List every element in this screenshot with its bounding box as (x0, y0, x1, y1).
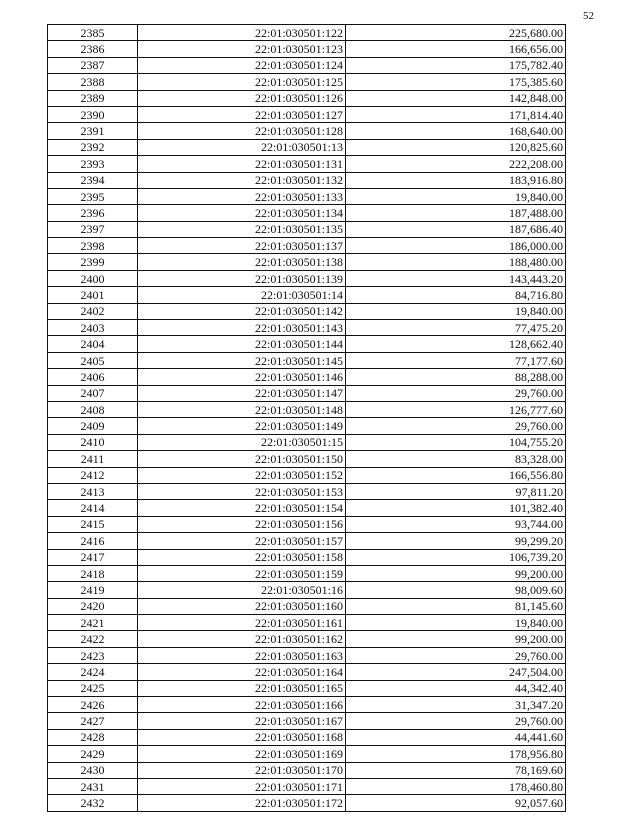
table-row (48, 254, 566, 270)
table-row (48, 352, 566, 368)
cadastral-number-cell: 22:01:030501:15 (138, 434, 346, 450)
row-number-cell: 2424 (48, 664, 138, 680)
table-row (48, 565, 566, 581)
cadastral-number-cell: 22:01:030501:154 (138, 500, 346, 516)
cadastral-number-cell: 22:01:030501:171 (138, 778, 346, 794)
cadastral-number-cell: 22:01:030501:13 (138, 139, 346, 155)
cadastral-number-cell: 22:01:030501:144 (138, 336, 346, 352)
table-row (48, 156, 566, 172)
row-number-cell: 2405 (48, 352, 138, 368)
row-number-cell: 2408 (48, 401, 138, 417)
cadastral-value-cell: 78,169.60 (346, 762, 566, 778)
table-row (48, 238, 566, 254)
cadastral-value-cell: 19,840.00 (346, 188, 566, 204)
row-number-cell: 2399 (48, 254, 138, 270)
row-number-cell: 2397 (48, 221, 138, 237)
cadastral-value-cell: 175,385.60 (346, 74, 566, 90)
table-row (48, 451, 566, 467)
cadastral-value-cell: 225,680.00 (346, 25, 566, 41)
cadastral-value-cell: 120,825.60 (346, 139, 566, 155)
row-number-cell: 2387 (48, 57, 138, 73)
cadastral-value-cell: 175,782.40 (346, 57, 566, 73)
row-number-cell: 2406 (48, 369, 138, 385)
cadastral-value-cell: 19,840.00 (346, 303, 566, 319)
table-row (48, 762, 566, 778)
cadastral-value-cell: 178,956.80 (346, 746, 566, 762)
row-number-cell: 2407 (48, 385, 138, 401)
cadastral-value-cell: 44,441.60 (346, 729, 566, 745)
row-number-cell: 2429 (48, 746, 138, 762)
cadastral-value-cell: 81,145.60 (346, 598, 566, 614)
table-row (48, 139, 566, 155)
row-number-cell: 2393 (48, 156, 138, 172)
table-row (48, 680, 566, 696)
row-number-cell: 2417 (48, 549, 138, 565)
row-number-cell: 2428 (48, 729, 138, 745)
cadastral-number-cell: 22:01:030501:139 (138, 270, 346, 286)
cadastral-value-cell: 97,811.20 (346, 483, 566, 499)
cadastral-value-cell: 29,760.00 (346, 418, 566, 434)
row-number-cell: 2411 (48, 451, 138, 467)
table-row (48, 631, 566, 647)
cadastral-number-cell: 22:01:030501:165 (138, 680, 346, 696)
cadastral-value-cell: 83,328.00 (346, 451, 566, 467)
cadastral-value-cell: 99,200.00 (346, 565, 566, 581)
row-number-cell: 2430 (48, 762, 138, 778)
table-row (48, 172, 566, 188)
cadastral-value-cell: 29,760.00 (346, 647, 566, 663)
cadastral-value-cell: 178,460.80 (346, 778, 566, 794)
row-number-cell: 2421 (48, 615, 138, 631)
row-number-cell: 2391 (48, 123, 138, 139)
row-number-cell: 2390 (48, 106, 138, 122)
cadastral-value-cell: 142,848.00 (346, 90, 566, 106)
row-number-cell: 2418 (48, 565, 138, 581)
table-row (48, 795, 566, 811)
table-row (48, 57, 566, 73)
row-number-cell: 2396 (48, 205, 138, 221)
row-number-cell: 2392 (48, 139, 138, 155)
table-row (48, 549, 566, 565)
row-number-cell: 2409 (48, 418, 138, 434)
row-number-cell: 2423 (48, 647, 138, 663)
table-row (48, 74, 566, 90)
row-number-cell: 2403 (48, 320, 138, 336)
cadastral-value-cell: 19,840.00 (346, 615, 566, 631)
cadastral-number-cell: 22:01:030501:131 (138, 156, 346, 172)
row-number-cell: 2413 (48, 483, 138, 499)
row-number-cell: 2412 (48, 467, 138, 483)
cadastral-value-cell: 98,009.60 (346, 582, 566, 598)
cadastral-number-cell: 22:01:030501:152 (138, 467, 346, 483)
cadastral-number-cell: 22:01:030501:123 (138, 41, 346, 57)
cadastral-number-cell: 22:01:030501:142 (138, 303, 346, 319)
table-row (48, 270, 566, 286)
row-number-cell: 2404 (48, 336, 138, 352)
cadastral-number-cell: 22:01:030501:14 (138, 287, 346, 303)
table-row (48, 778, 566, 794)
cadastral-number-cell: 22:01:030501:138 (138, 254, 346, 270)
cadastral-value-table (47, 24, 566, 812)
cadastral-number-cell: 22:01:030501:164 (138, 664, 346, 680)
cadastral-value-cell: 247,504.00 (346, 664, 566, 680)
table-row (48, 287, 566, 303)
cadastral-number-cell: 22:01:030501:125 (138, 74, 346, 90)
table-row (48, 123, 566, 139)
cadastral-number-cell: 22:01:030501:159 (138, 565, 346, 581)
row-number-cell: 2400 (48, 270, 138, 286)
table-row (48, 483, 566, 499)
page-number: 52 (583, 10, 594, 22)
table-row (48, 516, 566, 532)
table-row (48, 25, 566, 41)
table-row (48, 647, 566, 663)
table-row (48, 188, 566, 204)
cadastral-number-cell: 22:01:030501:153 (138, 483, 346, 499)
cadastral-value-cell: 31,347.20 (346, 697, 566, 713)
table-body (48, 25, 566, 812)
cadastral-number-cell: 22:01:030501:132 (138, 172, 346, 188)
table-row (48, 615, 566, 631)
row-number-cell: 2394 (48, 172, 138, 188)
cadastral-number-cell: 22:01:030501:135 (138, 221, 346, 237)
table-row (48, 582, 566, 598)
cadastral-number-cell: 22:01:030501:168 (138, 729, 346, 745)
table-row (48, 746, 566, 762)
cadastral-number-cell: 22:01:030501:133 (138, 188, 346, 204)
table-row (48, 106, 566, 122)
table-row (48, 598, 566, 614)
table-row (48, 385, 566, 401)
row-number-cell: 2389 (48, 90, 138, 106)
cadastral-value-cell: 187,686.40 (346, 221, 566, 237)
table-row (48, 418, 566, 434)
cadastral-number-cell: 22:01:030501:161 (138, 615, 346, 631)
row-number-cell: 2420 (48, 598, 138, 614)
row-number-cell: 2401 (48, 287, 138, 303)
cadastral-number-cell: 22:01:030501:166 (138, 697, 346, 713)
row-number-cell: 2398 (48, 238, 138, 254)
cadastral-value-cell: 99,200.00 (346, 631, 566, 647)
cadastral-number-cell: 22:01:030501:143 (138, 320, 346, 336)
table-row (48, 303, 566, 319)
cadastral-number-cell: 22:01:030501:149 (138, 418, 346, 434)
cadastral-value-cell: 104,755.20 (346, 434, 566, 450)
row-number-cell: 2388 (48, 74, 138, 90)
cadastral-value-cell: 126,777.60 (346, 401, 566, 417)
table-row (48, 533, 566, 549)
cadastral-number-cell: 22:01:030501:147 (138, 385, 346, 401)
cadastral-value-cell: 188,480.00 (346, 254, 566, 270)
cadastral-value-cell: 166,656.00 (346, 41, 566, 57)
row-number-cell: 2385 (48, 25, 138, 41)
table-row (48, 500, 566, 516)
table-row (48, 713, 566, 729)
cadastral-number-cell: 22:01:030501:169 (138, 746, 346, 762)
table-row (48, 401, 566, 417)
cadastral-number-cell: 22:01:030501:128 (138, 123, 346, 139)
cadastral-number-cell: 22:01:030501:150 (138, 451, 346, 467)
cadastral-value-cell: 128,662.40 (346, 336, 566, 352)
cadastral-value-cell: 99,299.20 (346, 533, 566, 549)
cadastral-number-cell: 22:01:030501:127 (138, 106, 346, 122)
table-row (48, 369, 566, 385)
row-number-cell: 2410 (48, 434, 138, 450)
cadastral-value-cell: 186,000.00 (346, 238, 566, 254)
cadastral-number-cell: 22:01:030501:163 (138, 647, 346, 663)
cadastral-number-cell: 22:01:030501:16 (138, 582, 346, 598)
cadastral-value-cell: 166,556.80 (346, 467, 566, 483)
cadastral-number-cell: 22:01:030501:124 (138, 57, 346, 73)
cadastral-number-cell: 22:01:030501:156 (138, 516, 346, 532)
cadastral-number-cell: 22:01:030501:122 (138, 25, 346, 41)
table-row (48, 221, 566, 237)
cadastral-number-cell: 22:01:030501:172 (138, 795, 346, 811)
cadastral-value-cell: 77,475.20 (346, 320, 566, 336)
table-row (48, 205, 566, 221)
cadastral-number-cell: 22:01:030501:162 (138, 631, 346, 647)
table-row (48, 697, 566, 713)
table-row (48, 467, 566, 483)
row-number-cell: 2427 (48, 713, 138, 729)
cadastral-number-cell: 22:01:030501:170 (138, 762, 346, 778)
row-number-cell: 2426 (48, 697, 138, 713)
row-number-cell: 2419 (48, 582, 138, 598)
cadastral-value-cell: 92,057.60 (346, 795, 566, 811)
cadastral-value-cell: 168,640.00 (346, 123, 566, 139)
cadastral-number-cell: 22:01:030501:146 (138, 369, 346, 385)
row-number-cell: 2414 (48, 500, 138, 516)
cadastral-number-cell: 22:01:030501:126 (138, 90, 346, 106)
table-row (48, 664, 566, 680)
cadastral-value-cell: 101,382.40 (346, 500, 566, 516)
table-row (48, 41, 566, 57)
table-row (48, 90, 566, 106)
row-number-cell: 2402 (48, 303, 138, 319)
row-number-cell: 2431 (48, 778, 138, 794)
cadastral-value-cell: 93,744.00 (346, 516, 566, 532)
table-row (48, 320, 566, 336)
cadastral-value-cell: 222,208.00 (346, 156, 566, 172)
cadastral-value-cell: 88,288.00 (346, 369, 566, 385)
cadastral-value-cell: 29,760.00 (346, 385, 566, 401)
row-number-cell: 2386 (48, 41, 138, 57)
cadastral-value-cell: 44,342.40 (346, 680, 566, 696)
table-row (48, 729, 566, 745)
cadastral-value-cell: 143,443.20 (346, 270, 566, 286)
row-number-cell: 2422 (48, 631, 138, 647)
table-row (48, 336, 566, 352)
row-number-cell: 2425 (48, 680, 138, 696)
cadastral-number-cell: 22:01:030501:167 (138, 713, 346, 729)
cadastral-value-cell: 183,916.80 (346, 172, 566, 188)
cadastral-value-cell: 171,814.40 (346, 106, 566, 122)
cadastral-number-cell: 22:01:030501:158 (138, 549, 346, 565)
cadastral-number-cell: 22:01:030501:148 (138, 401, 346, 417)
row-number-cell: 2416 (48, 533, 138, 549)
cadastral-number-cell: 22:01:030501:134 (138, 205, 346, 221)
cadastral-number-cell: 22:01:030501:157 (138, 533, 346, 549)
cadastral-value-cell: 77,177.60 (346, 352, 566, 368)
cadastral-value-cell: 187,488.00 (346, 205, 566, 221)
cadastral-number-cell: 22:01:030501:160 (138, 598, 346, 614)
table-row (48, 434, 566, 450)
cadastral-number-cell: 22:01:030501:145 (138, 352, 346, 368)
cadastral-value-cell: 106,739.20 (346, 549, 566, 565)
row-number-cell: 2395 (48, 188, 138, 204)
cadastral-number-cell: 22:01:030501:137 (138, 238, 346, 254)
row-number-cell: 2415 (48, 516, 138, 532)
row-number-cell: 2432 (48, 795, 138, 811)
cadastral-value-cell: 84,716.80 (346, 287, 566, 303)
cadastral-value-cell: 29,760.00 (346, 713, 566, 729)
